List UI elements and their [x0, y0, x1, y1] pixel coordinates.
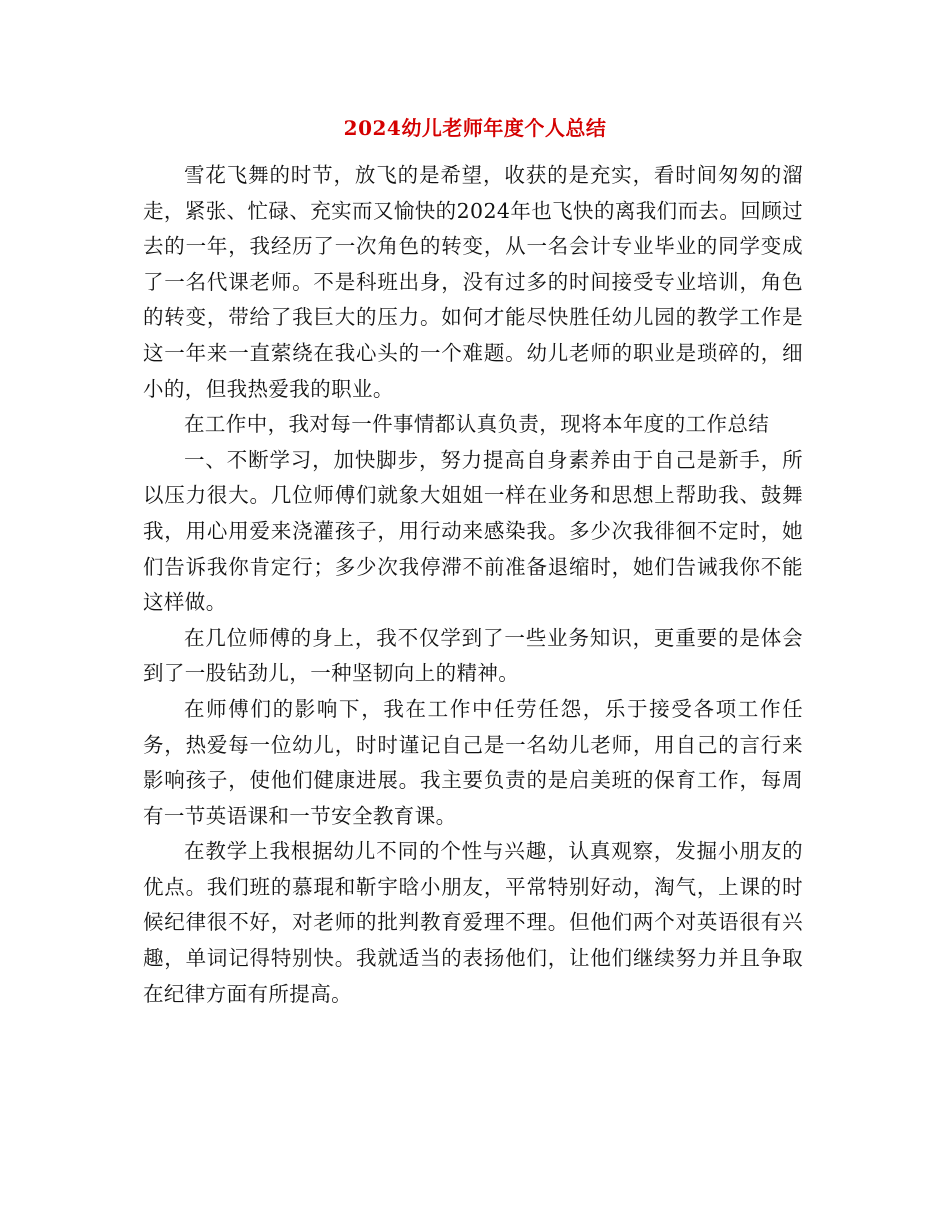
document-title: 2024幼儿老师年度个人总结	[343, 116, 607, 140]
document-body	[143, 158, 803, 1012]
paragraph-4: 在几位师傅的身上，我不仅学到了一些业务知识，更重要的是体会到了一股钻劲儿，一种坚韧向上的精神。	[143, 625, 803, 686]
paragraph-3: 一、不断学习，加快脚步，努力提高自身素养由于自己是新手，所以压力很大。几位师傅们就象大姐姐一样在业务和思想上帮助我、鼓舞我，用心用爱来浇灌孩子，用行动来感染我。多少次我徘徊不定时，她们告诉我你肯定行；多少次我停滞不前准备退缩时，她们告诫我你不能这样做。	[143, 447, 803, 615]
paragraph-2: 在工作中，我对每一件事情都认真负责，现将本年度的工作总结	[184, 412, 770, 437]
paragraph-1: 雪花飞舞的时节，放飞的是希望，收获的是充实，看时间匆匆的溜走，紧张、忙碌、充实而又愉快的2024年也飞快的离我们而去。回顾过去的一年，我经历了一次角色的转变，从一名会计专业毕业的同学变成了一名代课老师。不是科班出身，没有过多的时间接受专业培训，角色的转变，带给了我巨大的压力。如何才能尽快胜任幼儿园的教学工作是这一年来一直萦绕在我心头的一个难题。幼儿老师的职业是琐碎的，细小的，但我热爱我的职业。	[143, 163, 803, 401]
paragraph-5: 在师傅们的影响下，我在工作中任劳任怨，乐于接受各项工作任务，热爱每一位幼儿，时时谨记自己是一名幼儿老师，用自己的言行来影响孩子，使他们健康进展。我主要负责的是启美班的保育工作，每周有一节英语课和一节安全教育课。	[143, 696, 803, 828]
paragraph-6: 在教学上我根据幼儿不同的个性与兴趣，认真观察，发掘小朋友的优点。我们班的慕琨和靳宇晗小朋友，平常特别好动，淘气，上课的时候纪律很不好，对老师的批判教育爱理不理。但他们两个对英语很有兴趣，单词记得特别快。我就适当的表扬他们，让他们继续努力并且争取在纪律方面有所提高。	[143, 839, 803, 1006]
